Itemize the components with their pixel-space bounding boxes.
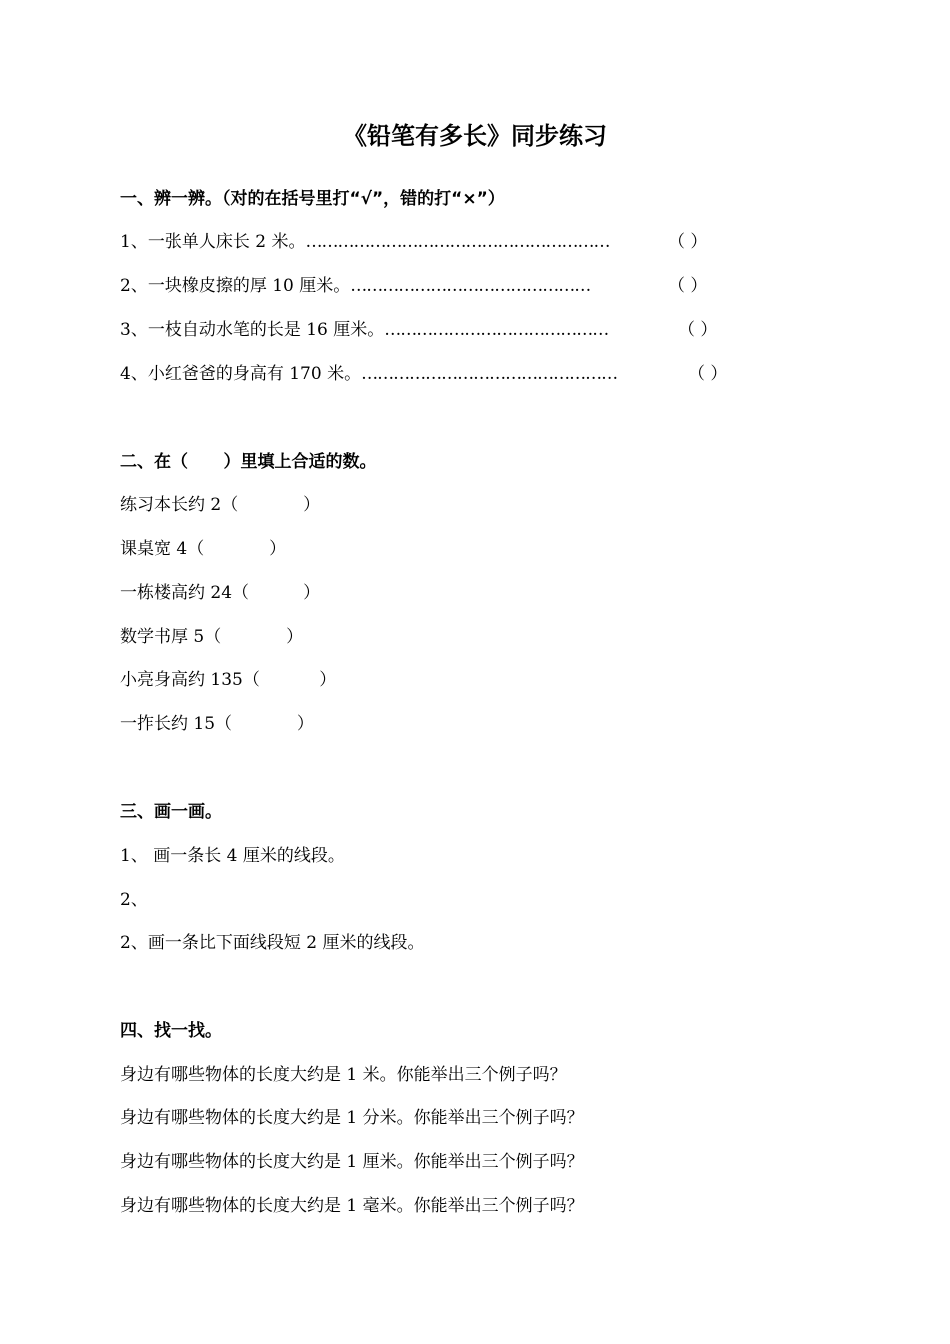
find-item: 身边有哪些物体的长度大约是 1 分米。你能举出三个例子吗？ bbox=[120, 1108, 584, 1128]
section4-heading: 四、找一找。 bbox=[120, 1021, 222, 1041]
dot-leader: …………………………………… bbox=[384, 320, 609, 340]
item-text: 1、一张单人床长 2 米。 bbox=[120, 232, 306, 252]
dot-leader: ………………………………………… bbox=[361, 364, 618, 384]
fill-item[interactable]: 练习本长约 2（ ） bbox=[120, 495, 321, 515]
draw-item: 2、 bbox=[120, 890, 148, 910]
judge-item-1 bbox=[120, 231, 609, 253]
judge-item-2 bbox=[120, 275, 590, 297]
draw-item: 1、 画一条长 4 厘米的线段。 bbox=[120, 846, 345, 866]
find-item: 身边有哪些物体的长度大约是 1 米。你能举出三个例子吗？ bbox=[120, 1065, 567, 1085]
dot-leader: ………………………………………………… bbox=[305, 232, 610, 252]
dot-leader: ……………………………………… bbox=[350, 276, 591, 296]
judge-item-4 bbox=[120, 363, 617, 385]
find-item: 身边有哪些物体的长度大约是 1 厘米。你能举出三个例子吗？ bbox=[120, 1152, 584, 1172]
find-item: 身边有哪些物体的长度大约是 1 毫米。你能举出三个例子吗？ bbox=[120, 1196, 584, 1216]
answer-paren[interactable]: （ ） bbox=[678, 320, 718, 340]
fill-item[interactable]: 数学书厚 5（ ） bbox=[120, 627, 304, 647]
page-title: 《铅笔有多长》同步练习 bbox=[343, 122, 607, 150]
draw-item: 2、画一条比下面线段短 2 厘米的线段。 bbox=[120, 933, 425, 953]
answer-paren[interactable]: （ ） bbox=[668, 232, 708, 252]
item-text: 2、一块橡皮擦的厚 10 厘米。 bbox=[120, 276, 351, 296]
section1-heading: 一、辨一辨。（对的在括号里打“√”，错的打“×”） bbox=[120, 189, 505, 209]
item-text: 3、一枝自动水笔的长是 16 厘米。 bbox=[120, 320, 385, 340]
fill-item[interactable]: 课桌宽 4（ ） bbox=[120, 539, 287, 559]
fill-item[interactable]: 小亮身高约 135（ ） bbox=[120, 670, 337, 690]
answer-paren[interactable]: （ ） bbox=[668, 276, 708, 296]
fill-item[interactable]: 一拃长约 15（ ） bbox=[120, 714, 314, 734]
answer-paren[interactable]: （ ） bbox=[688, 364, 728, 384]
fill-item[interactable]: 一栋楼高约 24（ ） bbox=[120, 583, 321, 603]
section2-heading: 二、在（ ）里填上合适的数。 bbox=[120, 452, 377, 472]
item-text: 4、小红爸爸的身高有 170 米。 bbox=[120, 364, 362, 384]
judge-item-3 bbox=[120, 319, 608, 341]
section3-heading: 三、画一画。 bbox=[120, 802, 222, 822]
